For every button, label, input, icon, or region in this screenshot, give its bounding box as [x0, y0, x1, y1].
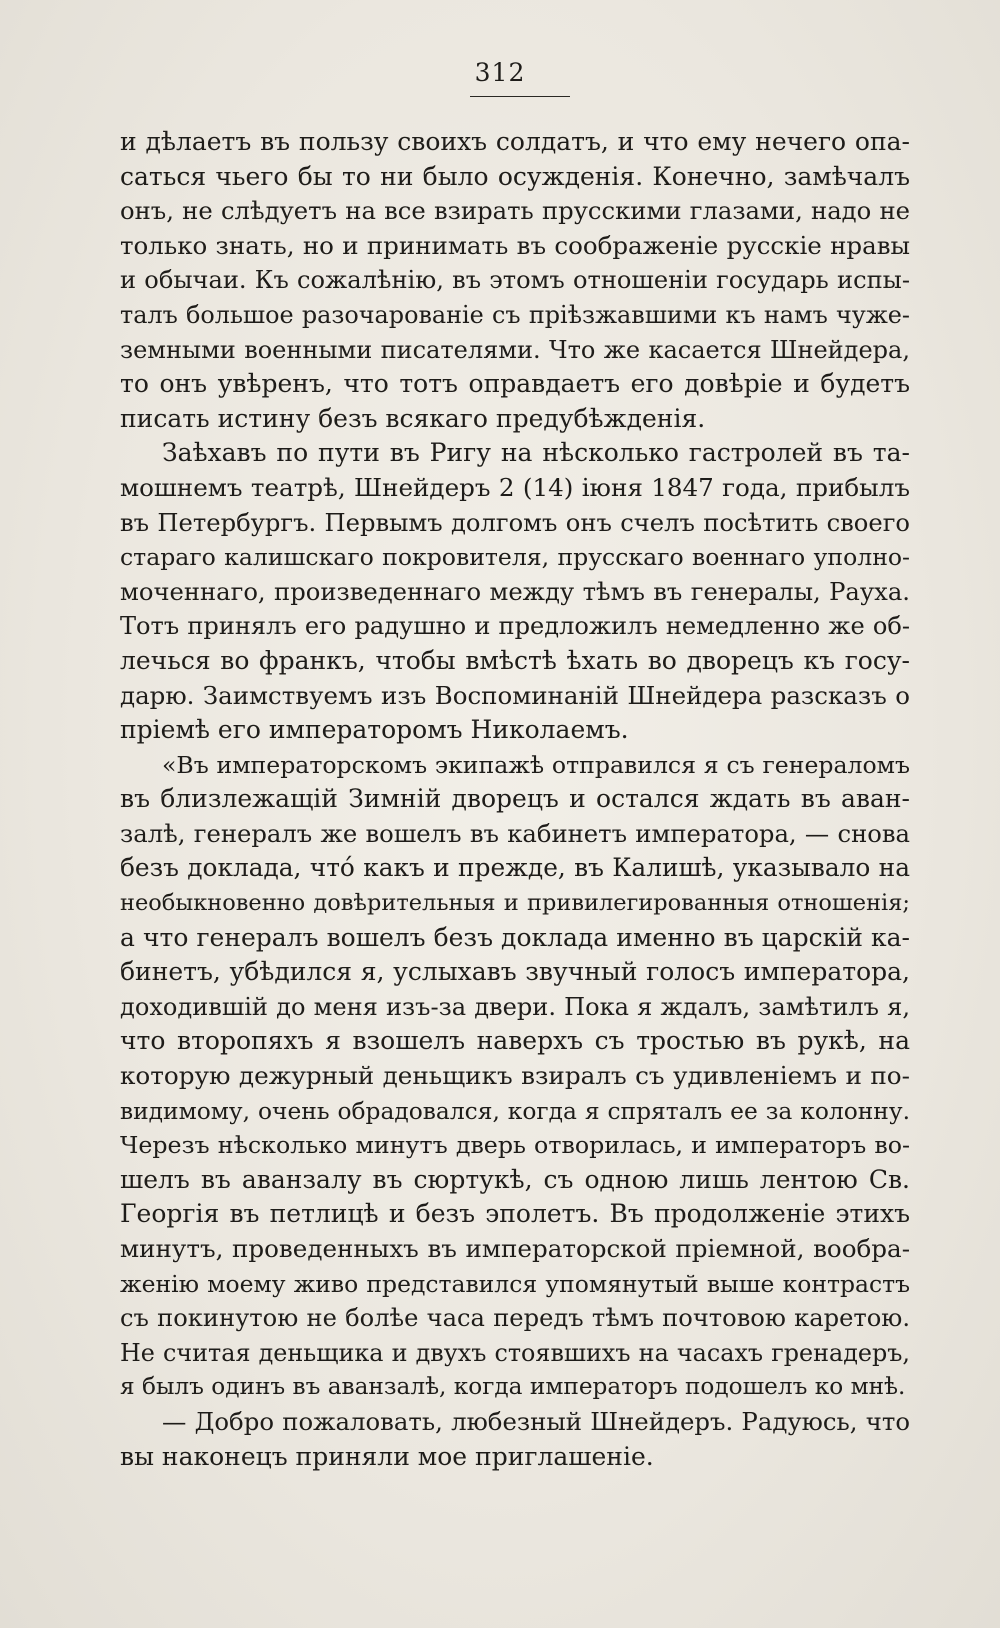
text-line: залѣ, генералъ же вошелъ въ кабинетъ императора, — снова	[120, 818, 910, 848]
text-line: и дѣлаетъ въ пользу своихъ солдатъ, и что ему нечего опа-	[120, 127, 910, 156]
text-line: — Добро пожаловать, любезный Шнейдеръ. Радуюсь, что	[162, 1406, 910, 1436]
text-line: дарю. Заимствуемъ изъ Воспоминаній Шнейдера разсказъ о	[120, 680, 910, 710]
page-number: 312	[474, 58, 526, 87]
text-line: бинетъ, убѣдился я, услыхавъ звучный голосъ императора,	[120, 957, 910, 987]
text-line: минутъ, проведенныхъ въ императорской пріемной, вообра-	[120, 1234, 910, 1263]
text-line: шелъ въ аванзалу въ сюртукѣ, съ одною лишь лентою Св.	[120, 1164, 910, 1194]
text-line: Заѣхавъ по пути въ Ригу на нѣсколько гастролей въ та-	[162, 438, 910, 468]
text-line: Тотъ принялъ его радушно и предложилъ немедленно же об-	[120, 612, 910, 641]
text-line: вы наконецъ приняли мое приглашеніе.	[120, 1441, 654, 1471]
text-line: мошнемъ театрѣ, Шнейдеръ 2 (14) іюня 1847 года, прибылъ	[120, 472, 910, 502]
text-line: безъ доклада, что́ какъ и прежде, въ Калишѣ, указывало на	[120, 853, 910, 883]
text-line: съ покинутою не болѣе часа передъ тѣмъ почтовою каретою.	[120, 1304, 910, 1333]
text-line: я былъ одинъ въ аванзалѣ, когда императоръ подошелъ ко мнѣ.	[120, 1373, 906, 1401]
text-line: стараго калишскаго покровителя, прусскаго военнаго уполно-	[120, 543, 910, 572]
text-line: которую дежурный деньщикъ взиралъ съ удивленіемъ и по-	[120, 1061, 910, 1091]
text-line: «Въ императорскомъ экипажѣ отправился я съ генераломъ	[162, 750, 910, 779]
text-line: то онъ увѣренъ, что тотъ оправдаетъ его довѣріе и будетъ	[120, 369, 910, 399]
text-line: что второпяхъ я взошелъ наверхъ съ тростью въ рукѣ, на	[120, 1026, 910, 1056]
text-line: Черезъ нѣсколько минутъ дверь отворилась, и императоръ во-	[120, 1131, 910, 1160]
text-line: Не считая деньщика и двухъ стоявшихъ на часахъ гренадеръ,	[120, 1338, 910, 1367]
text-line: въ близлежащій Зимній дворецъ и остался ждать въ аван-	[120, 784, 910, 814]
text-line: въ Петербургъ. Первымъ долгомъ онъ счелъ посѣтить своего	[120, 508, 910, 537]
text-line: талъ большое разочарованіе съ пріѣзжавшими къ намъ чуже-	[120, 300, 910, 329]
body-text	[120, 125, 910, 1474]
page-number-rule	[470, 96, 570, 97]
text-line: женію моему живо представился упомянутый выше контрастъ	[120, 1269, 910, 1298]
text-line: лечься во франкъ, чтобы вмѣстѣ ѣхать во дворецъ къ госу-	[120, 645, 910, 675]
text-line: а что генералъ вошелъ безъ доклада именно въ царскій ка-	[120, 922, 910, 952]
text-line: только знать, но и принимать въ соображеніе русскіе нравы	[120, 230, 910, 260]
text-line: земными военными писателями. Что же касается Шнейдера,	[120, 335, 910, 364]
text-line: и обычаи. Къ сожалѣнію, въ этомъ отношеніи государь испы-	[120, 266, 910, 295]
text-line: саться чьего бы то ни было осужденія. Конечно, замѣчалъ	[120, 161, 910, 191]
text-line: пріемѣ его императоромъ Николаемъ.	[120, 715, 629, 745]
text-line: моченнаго, произведеннаго между тѣмъ въ генералы, Рауха.	[120, 576, 910, 606]
text-line: писать истину безъ всякаго предубѣжденія.	[120, 403, 706, 433]
text-line: видимому, очень обрадовался, когда я спряталъ ее за колонну.	[120, 1096, 910, 1125]
text-line: доходившій до меня изъ-за двери. Пока я ждалъ, замѣтилъ я,	[120, 992, 910, 1021]
text-line: онъ, не слѣдуетъ на все взирать прусскими глазами, надо не	[120, 196, 910, 226]
text-line: необыкновенно довѣрительныя и привилегированныя отношенія;	[120, 890, 910, 917]
text-line: Георгія въ петлицѣ и безъ эполетъ. Въ продолженіе этихъ	[120, 1199, 910, 1229]
